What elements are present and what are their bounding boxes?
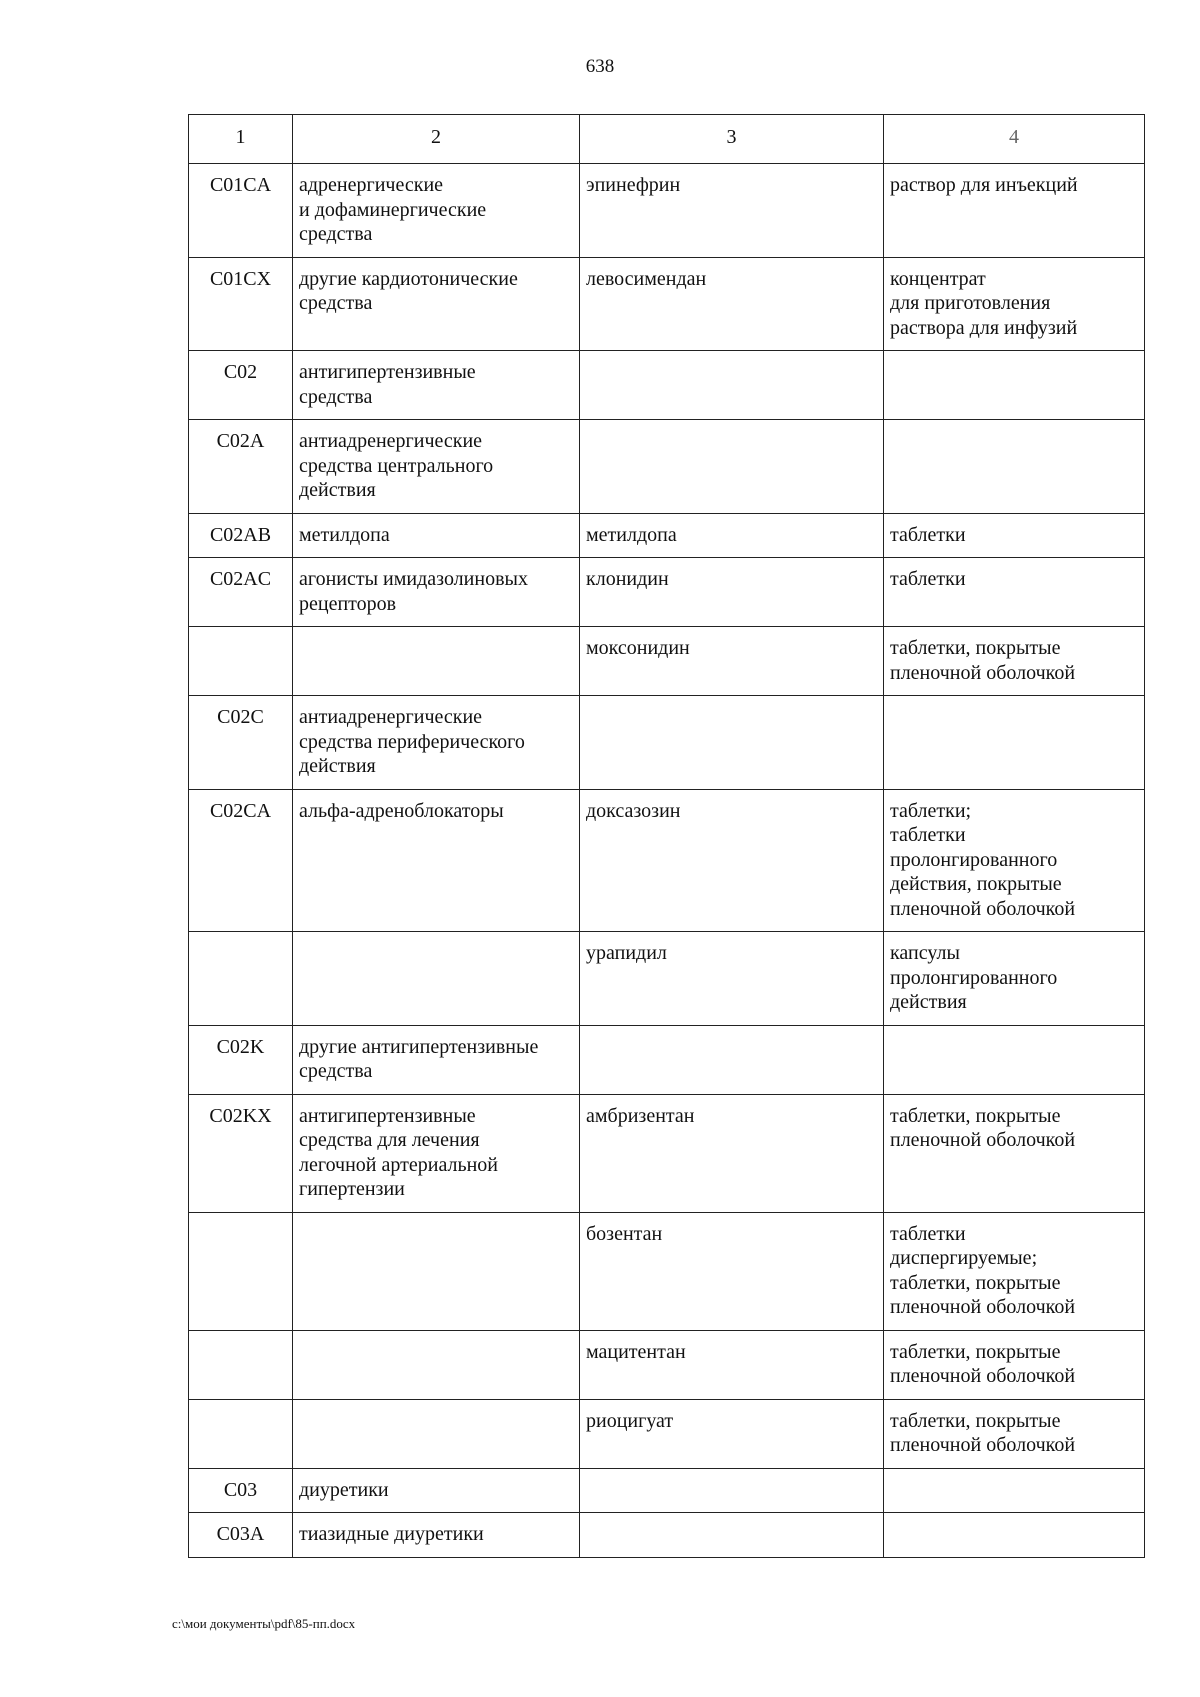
dosage-form-line: раствор для инъекций: [890, 174, 1078, 196]
dosage-form-line: пленочной оболочкой: [890, 1434, 1076, 1456]
group-name-cell: [293, 1330, 580, 1399]
group-name-line: легочной артериальной: [299, 1153, 499, 1176]
dosage-form-cell: [884, 932, 1145, 1026]
group-name-line: агонисты имидазолиновых: [299, 568, 528, 590]
table-row: [189, 932, 1145, 1026]
dosage-form-line: таблетки: [890, 824, 966, 846]
header-col-4: 4: [884, 115, 1145, 164]
group-name-cell: [293, 164, 580, 258]
dosage-form-cell: [884, 696, 1145, 790]
dosage-form-line: для приготовления: [890, 292, 1051, 314]
table-header-row: [189, 115, 1145, 164]
dosage-form-line: пленочной оболочкой: [890, 1296, 1076, 1318]
dosage-form-cell: [884, 351, 1145, 420]
dosage-form-cell: [884, 1025, 1145, 1094]
table-row: [189, 1094, 1145, 1212]
group-name-line: средства: [299, 223, 373, 245]
group-name-cell: [293, 1094, 580, 1212]
dosage-form-line: действия: [890, 991, 967, 1013]
drug-name-cell: [580, 1468, 884, 1513]
atc-code-cell: [189, 1330, 293, 1399]
group-name-line: другие кардиотонические: [299, 267, 518, 290]
atc-code-cell: C03: [189, 1468, 293, 1513]
group-name-cell: [293, 1513, 580, 1558]
atc-code-cell: C01CX: [189, 257, 293, 351]
dosage-form-line: таблетки: [890, 1222, 966, 1245]
group-name-line: действия: [299, 479, 376, 501]
group-name-line: средства: [299, 385, 373, 408]
dosage-form-cell: [884, 1399, 1145, 1468]
drug-table: [188, 114, 1145, 1558]
group-name-cell: [293, 558, 580, 627]
drug-name-cell: эпинефрин: [580, 164, 884, 258]
group-name-cell: [293, 696, 580, 790]
group-name-line: антигипертензивные: [299, 361, 476, 383]
group-name-line: гипертензии: [299, 1178, 405, 1200]
table-row: [189, 1468, 1145, 1513]
group-name-line: антигипертензивные: [299, 1104, 476, 1127]
drug-name-cell: левосимендан: [580, 257, 884, 351]
dosage-form-cell: [884, 1468, 1145, 1513]
footer-file-path: c:\мои документы\pdf\85-пп.docx: [172, 1616, 356, 1631]
drug-name-cell: амбризентан: [580, 1094, 884, 1212]
group-name-line: и дофаминергические: [299, 198, 487, 221]
page-number: 638: [585, 56, 615, 77]
group-name-cell: [293, 513, 580, 558]
table-row: [189, 1513, 1145, 1558]
group-name-cell: [293, 789, 580, 932]
drug-name-cell: [580, 1513, 884, 1558]
dosage-form-line: пролонгированного: [890, 966, 1058, 989]
dosage-form-line: концентрат: [890, 267, 986, 290]
table-row: [189, 420, 1145, 514]
atc-code-cell: C01CA: [189, 164, 293, 258]
header-col-3: 3: [580, 115, 884, 164]
drug-name-cell: риоцигуат: [580, 1399, 884, 1468]
dosage-form-cell: [884, 513, 1145, 558]
atc-code-cell: C02K: [189, 1025, 293, 1094]
atc-code-cell: C03A: [189, 1513, 293, 1558]
group-name-cell: [293, 1468, 580, 1513]
dosage-form-line: таблетки, покрытые: [890, 1104, 1061, 1127]
drug-name-cell: [580, 351, 884, 420]
dosage-form-line: таблетки: [890, 568, 966, 590]
group-name-line: антиадренергические: [299, 430, 483, 452]
group-name-line: антиадренергические: [299, 706, 483, 728]
drug-name-cell: [580, 420, 884, 514]
table-row: [189, 513, 1145, 558]
dosage-form-cell: [884, 420, 1145, 514]
group-name-line: средства: [299, 292, 373, 314]
group-name-line: адренергические: [299, 174, 444, 196]
atc-code-cell: [189, 627, 293, 696]
atc-code-cell: [189, 1399, 293, 1468]
drug-name-cell: доксазозин: [580, 789, 884, 932]
table-row: [189, 558, 1145, 627]
dosage-form-cell: [884, 1212, 1145, 1330]
group-name-line: средства периферического: [299, 730, 525, 753]
header-col-1: 1: [189, 115, 293, 164]
dosage-form-cell: [884, 257, 1145, 351]
table-row: [189, 1212, 1145, 1330]
table-row: [189, 1330, 1145, 1399]
dosage-form-line: действия, покрытые: [890, 873, 1062, 895]
dosage-form-line: пролонгированного: [890, 848, 1058, 871]
dosage-form-line: диспергируемые;: [890, 1247, 1038, 1269]
group-name-cell: [293, 1399, 580, 1468]
group-name-line: метилдопа: [299, 523, 390, 546]
dosage-form-line: таблетки: [890, 523, 966, 546]
drug-name-cell: [580, 1025, 884, 1094]
atc-code-cell: C02C: [189, 696, 293, 790]
dosage-form-line: пленочной оболочкой: [890, 897, 1076, 920]
dosage-form-line: капсулы: [890, 942, 960, 964]
group-name-line: средства центрального: [299, 454, 494, 477]
group-name-cell: [293, 1025, 580, 1094]
group-name-line: средства для лечения: [299, 1129, 480, 1151]
table-row: [189, 1025, 1145, 1094]
dosage-form-cell: [884, 627, 1145, 696]
dosage-form-line: таблетки, покрытые: [890, 637, 1061, 659]
group-name-line: средства: [299, 1060, 373, 1082]
group-name-line: рецепторов: [299, 592, 397, 615]
atc-code-cell: C02A: [189, 420, 293, 514]
atc-code-cell: C02AB: [189, 513, 293, 558]
dosage-form-line: пленочной оболочкой: [890, 1365, 1076, 1387]
header-col-2: 2: [293, 115, 580, 164]
table-body: [189, 115, 1145, 1558]
group-name-line: другие антигипертензивные: [299, 1035, 539, 1058]
table-row: [189, 257, 1145, 351]
dosage-form-line: пленочной оболочкой: [890, 661, 1076, 684]
atc-code-cell: [189, 932, 293, 1026]
drug-name-cell: урапидил: [580, 932, 884, 1026]
group-name-line: действия: [299, 755, 376, 777]
dosage-form-line: таблетки, покрытые: [890, 1340, 1061, 1363]
table-row: [189, 696, 1145, 790]
atc-code-cell: C02AC: [189, 558, 293, 627]
drug-name-cell: мацитентан: [580, 1330, 884, 1399]
group-name-line: альфа-адреноблокаторы: [299, 799, 504, 822]
dosage-form-cell: [884, 558, 1145, 627]
dosage-form-cell: [884, 1094, 1145, 1212]
group-name-line: тиазидные диуретики: [299, 1523, 484, 1545]
dosage-form-cell: [884, 789, 1145, 932]
drug-name-cell: бозентан: [580, 1212, 884, 1330]
dosage-form-cell: [884, 1330, 1145, 1399]
drug-name-cell: моксонидин: [580, 627, 884, 696]
table-row: [189, 164, 1145, 258]
group-name-cell: [293, 351, 580, 420]
atc-code-cell: C02: [189, 351, 293, 420]
dosage-form-line: таблетки, покрытые: [890, 1409, 1061, 1432]
group-name-line: диуретики: [299, 1478, 389, 1501]
group-name-cell: [293, 1212, 580, 1330]
dosage-form-line: таблетки;: [890, 799, 972, 822]
atc-code-cell: [189, 1212, 293, 1330]
drug-name-cell: метилдопа: [580, 513, 884, 558]
dosage-form-line: пленочной оболочкой: [890, 1129, 1076, 1151]
table-row: [189, 351, 1145, 420]
table-row: [189, 627, 1145, 696]
table-row: [189, 1399, 1145, 1468]
dosage-form-line: таблетки, покрытые: [890, 1271, 1061, 1294]
group-name-cell: [293, 932, 580, 1026]
drug-name-cell: [580, 696, 884, 790]
dosage-form-cell: [884, 164, 1145, 258]
atc-code-cell: C02KX: [189, 1094, 293, 1212]
dosage-form-line: раствора для инфузий: [890, 316, 1078, 339]
table-row: [189, 789, 1145, 932]
drug-name-cell: клонидин: [580, 558, 884, 627]
group-name-cell: [293, 257, 580, 351]
dosage-form-cell: [884, 1513, 1145, 1558]
atc-code-cell: C02CA: [189, 789, 293, 932]
group-name-cell: [293, 627, 580, 696]
group-name-cell: [293, 420, 580, 514]
